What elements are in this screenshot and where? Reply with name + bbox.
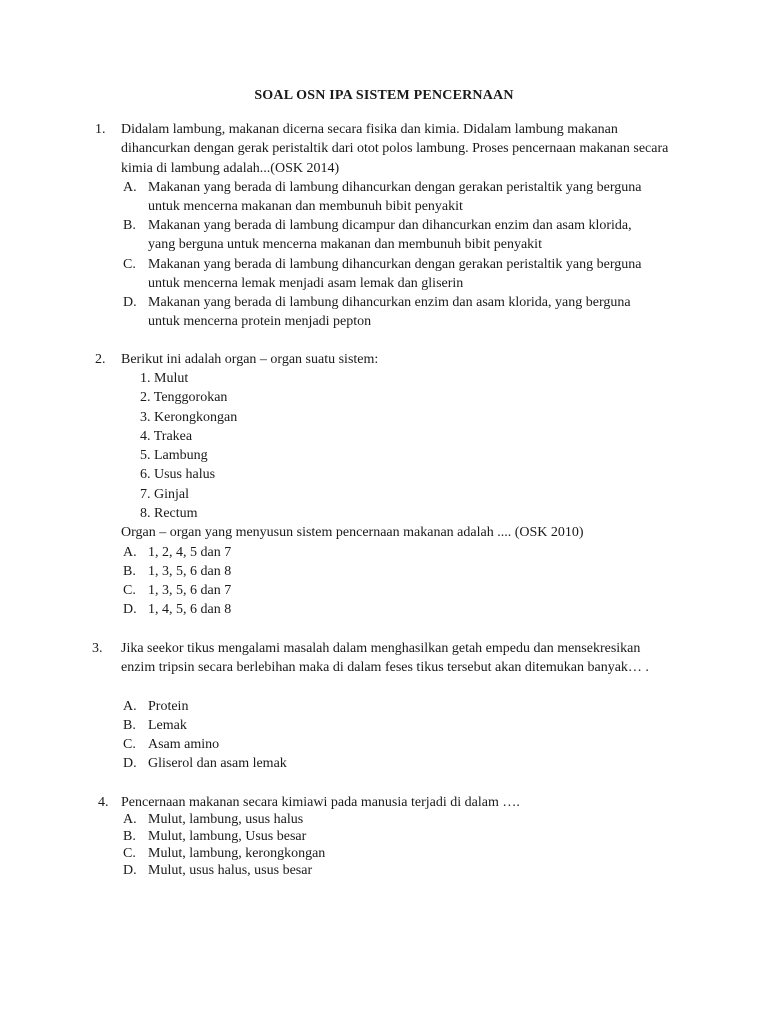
option-letter: C.: [123, 846, 136, 861]
option-text: 1, 3, 5, 6 dan 8: [148, 564, 232, 579]
option-letter: A.: [123, 699, 137, 714]
option-letter: B.: [123, 218, 136, 233]
option-text: Makanan yang berada di lambung dicampur dan dihancurkan enzim dan asam klorida, yang berguna untuk mencerna makanan dan membunuh bibit penyakit: [148, 218, 632, 253]
list-item: 4. Trakea: [140, 429, 193, 444]
option-text: Makanan yang berada di lambung dihancurkan dengan gerakan peristaltik yang berguna untuk mencerna makanan dan membunuh bibit penyakit: [148, 180, 642, 215]
option-text: Protein: [148, 699, 189, 714]
list-item: 2. Tenggorokan: [140, 390, 228, 405]
list-item: 1. Mulut: [140, 371, 189, 386]
question-number: 1.: [95, 122, 106, 137]
option-letter: D.: [123, 756, 137, 771]
option-letter: B.: [123, 718, 136, 733]
option-text: Mulut, usus halus, usus besar: [148, 863, 313, 878]
option-text: Asam amino: [148, 737, 220, 752]
question-number: 2.: [95, 352, 106, 367]
option-text: Gliserol dan asam lemak: [148, 756, 287, 771]
option-letter: C.: [123, 257, 136, 272]
option-text: Lemak: [148, 718, 187, 733]
question-number: 3.: [92, 641, 103, 656]
option-text: 1, 4, 5, 6 dan 8: [148, 602, 232, 617]
question-text: Pencernaan makanan secara kimiawi pada manusia terjadi di dalam ….: [121, 795, 520, 810]
option-letter: D.: [123, 863, 137, 878]
option-text: Mulut, lambung, kerongkongan: [148, 846, 326, 861]
question-prompt: Organ – organ yang menyusun sistem pencernaan makanan adalah .... (OSK 2010): [121, 525, 584, 540]
list-item: 7. Ginjal: [140, 487, 189, 502]
option-letter: A.: [123, 180, 137, 195]
option-letter: D.: [123, 295, 137, 310]
page-title: SOAL OSN IPA SISTEM PENCERNAAN: [254, 88, 514, 103]
list-item: 3. Kerongkongan: [140, 410, 238, 425]
question-text: Didalam lambung, makanan dicerna secara fisika dan kimia. Didalam lambung makanan dihancurkan dengan gerak peristaltik dari otot polos lambung. Proses pencernaan makanan secara kimia di lambung adalah...(OSK 2014): [121, 122, 669, 176]
question-text: Berikut ini adalah organ – organ suatu sistem:: [121, 352, 379, 367]
option-letter: A.: [123, 812, 137, 827]
list-item: 5. Lambung: [140, 448, 208, 463]
option-text: 1, 3, 5, 6 dan 7: [148, 583, 232, 598]
option-letter: C.: [123, 583, 136, 598]
option-text: Makanan yang berada di lambung dihancurkan dengan gerakan peristaltik yang berguna untuk mencerna lemak menjadi asam lemak dan gliserin: [148, 257, 642, 292]
option-text: Makanan yang berada di lambung dihancurkan enzim dan asam klorida, yang berguna untuk mencerna protein menjadi pepton: [148, 295, 631, 330]
list-item: 8. Rectum: [140, 506, 198, 521]
list-item: 6. Usus halus: [140, 467, 216, 482]
option-letter: A.: [123, 545, 137, 560]
question-text: Jika seekor tikus mengalami masalah dalam menghasilkan getah empedu dan mensekresikan enzim tripsin secara berlebihan maka di dalam feses tikus tersebut akan ditemukan banyak… .: [121, 641, 649, 676]
option-text: Mulut, lambung, usus halus: [148, 812, 304, 827]
option-letter: B.: [123, 829, 136, 844]
option-text: Mulut, lambung, Usus besar: [148, 829, 307, 844]
option-text: 1, 2, 4, 5 dan 7: [148, 545, 232, 560]
option-letter: D.: [123, 602, 137, 617]
question-number: 4.: [98, 795, 109, 810]
option-letter: C.: [123, 737, 136, 752]
option-letter: B.: [123, 564, 136, 579]
